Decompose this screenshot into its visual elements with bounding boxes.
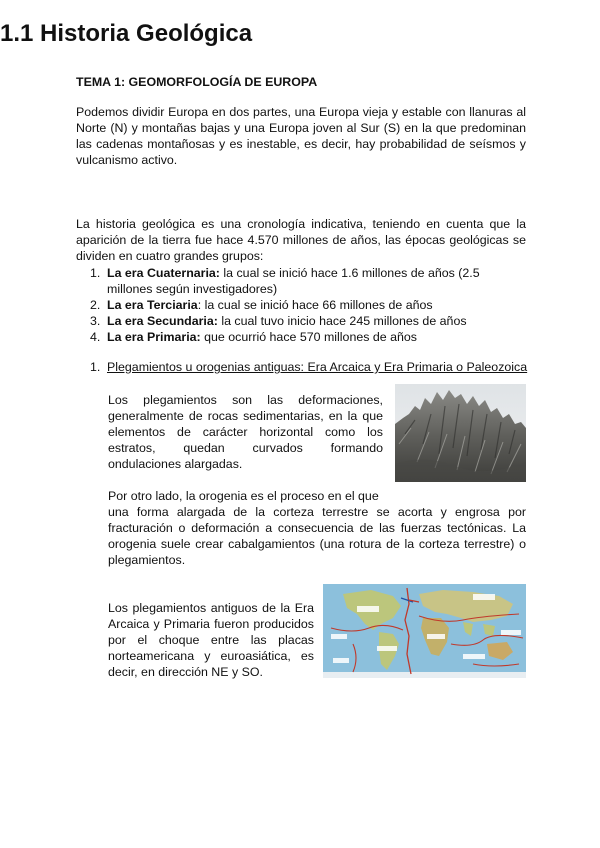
era-name: La era Primaria: (107, 330, 201, 344)
eras-list (90, 265, 526, 345)
era-name: La era Cuaternaria: (107, 266, 220, 280)
era-description: la cual se inició hace 1.6 millones de años (2.5 millones según investigadores) (107, 266, 480, 296)
list-number: 3. (90, 314, 101, 328)
list-number: 1. (90, 360, 101, 374)
list-number: 1. (90, 266, 101, 280)
section-heading: 1.1 Historia Geológica (0, 19, 253, 47)
plates-map-illustration (323, 584, 526, 678)
subsection-title: Plegamientos u orogenias antiguas: Era Arcaica y Era Primaria o Paleozoica (107, 360, 528, 374)
list-item (90, 265, 526, 297)
fold-definition-paragraph: Los plegamientos son las deformaciones, generalmente de rocas sedimentarias, en la que elementos de carácter horizontal como los estratos, quedan curvados formando ondulaciones alargadas. (108, 393, 383, 471)
orogeny-first-line: Por otro lado, la orogenia es el proceso en el que (108, 489, 379, 503)
era-name: La era Secundaria: (107, 314, 218, 328)
era-description: : la cual se inició hace 66 millones de años (197, 298, 433, 312)
ancient-folds-paragraph: Los plegamientos antiguos de la Era Arcaica y Primaria fueron producidos por el choque entre las placas norteamericana y euroasiática, es decir, en dirección NE y SO. (108, 601, 314, 679)
tectonic-plates-map (323, 584, 526, 678)
era-description: que ocurrió hace 570 millones de años (200, 330, 417, 344)
orogeny-paragraph: una forma alargada de la corteza terrestre se acorta y engrosa por fracturación o deformación a consecuencia de las fuerzas tectónicas. La orogenia suele crear cabalgamientos (una rotura de la corteza terrestre) o plegamientos. (108, 505, 526, 567)
list-number: 2. (90, 298, 101, 312)
intro-paragraph: Podemos dividir Europa en dos partes, una Europa vieja y estable con llanuras al Norte (N) y montañas bajas y una Europa joven al Sur (S) en la que predominan las cadenas montañosas y es inestable, es decir, hay probabilidad de seísmos y vulcanismo activo. (76, 105, 526, 167)
list-item (90, 297, 526, 313)
era-description: la cual tuvo inicio hace 245 millones de años (217, 314, 467, 328)
list-number: 4. (90, 330, 101, 344)
list-item (90, 329, 526, 345)
rocky-mountain-photo (395, 384, 526, 482)
era-name: La era Terciaria (107, 298, 198, 312)
list-item (90, 313, 526, 329)
subsection-heading (90, 359, 526, 375)
section-intro-paragraph: La historia geológica es una cronología indicativa, teniendo en cuenta que la aparición de la tierra fue hace 4.570 millones de años, las épocas geológicas se dividen en cuatro grandes grupos: (76, 217, 526, 263)
page-title: TEMA 1: GEOMORFOLOGÍA DE EUROPA (76, 75, 318, 89)
mountain-illustration (395, 384, 526, 482)
